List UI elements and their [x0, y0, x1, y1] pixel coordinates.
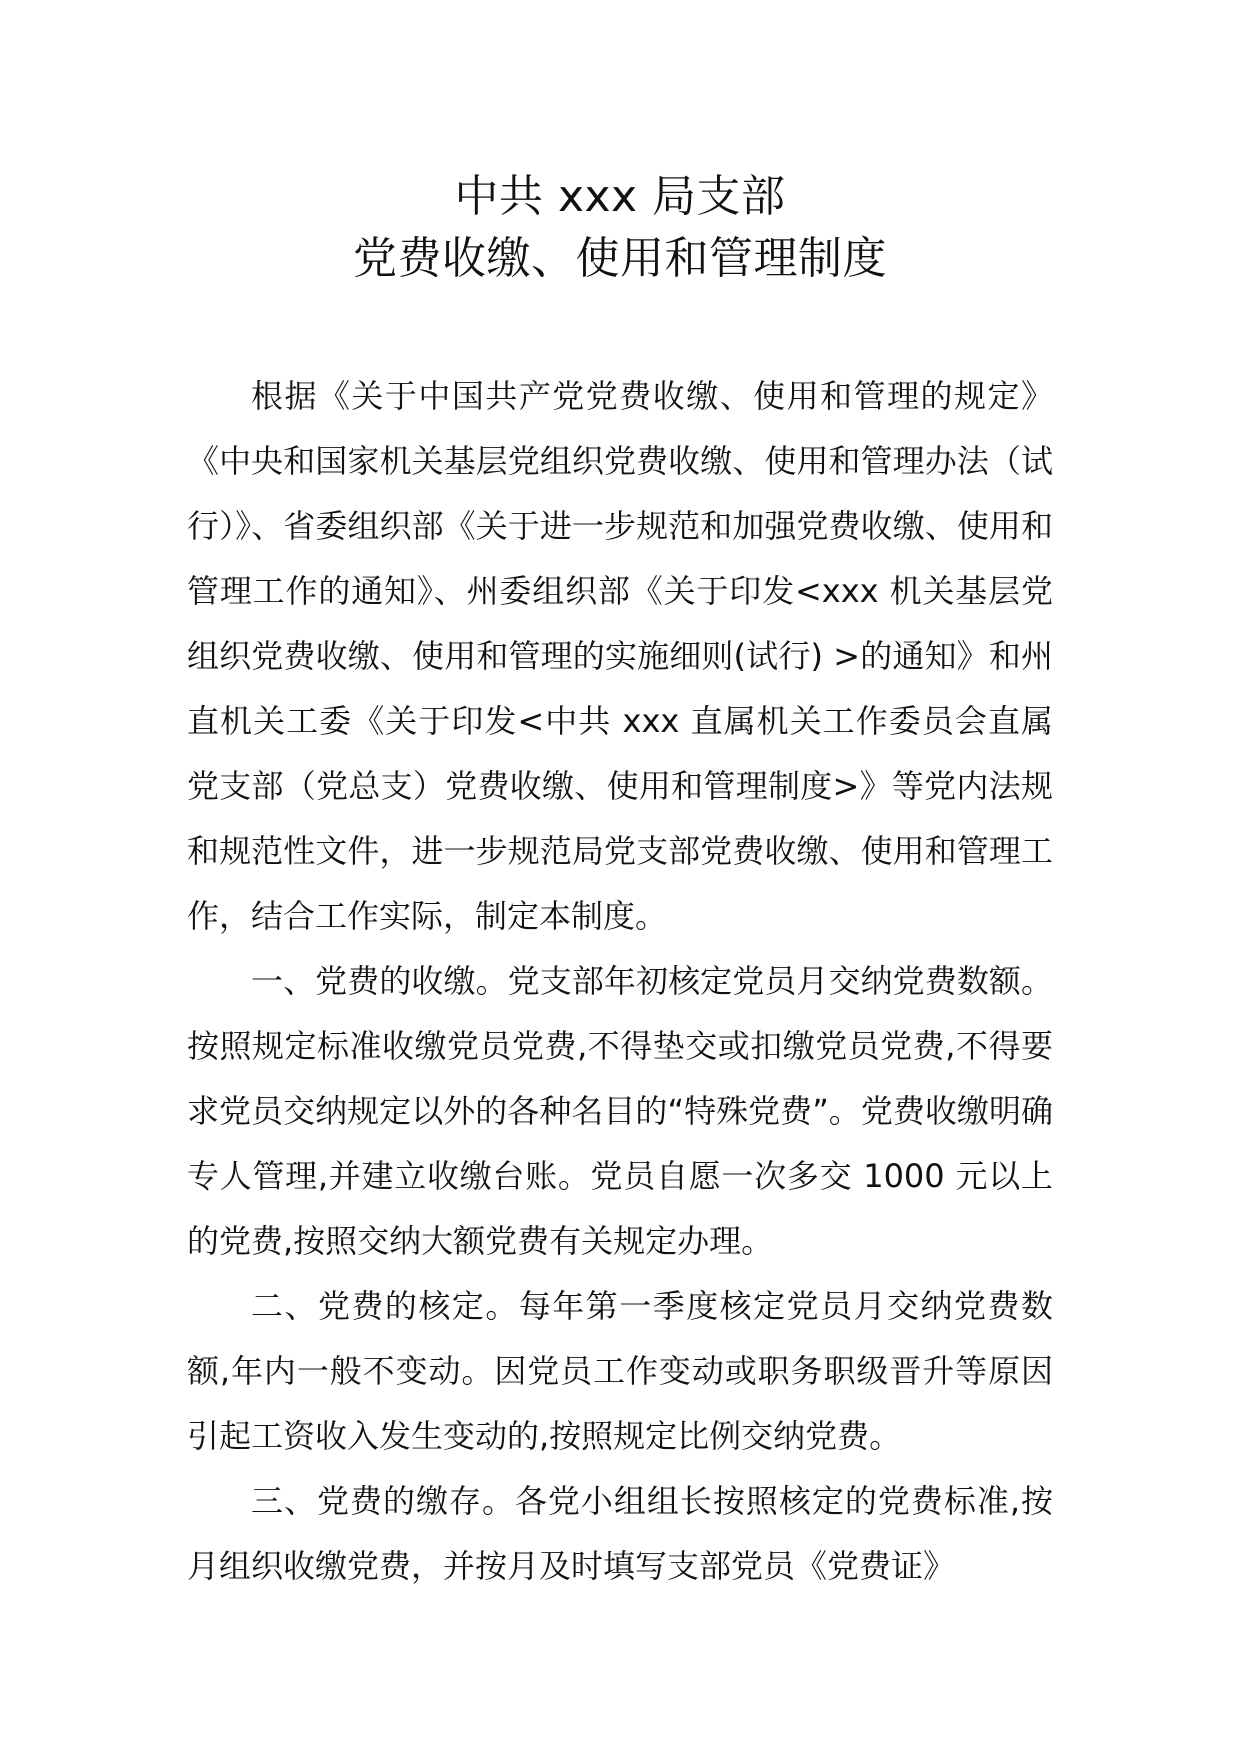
document-title [0, 166, 1240, 290]
paragraph-deposit: 三、党费的缴存。各党小组组长按照核定的党费标准,按月组织收缴党费，并按月及时填写支部党员《党费证》 [187, 1482, 1053, 1585]
title-line-organization: 中共 xxx 局支部 [454, 171, 786, 222]
paragraph-assessment: 二、党费的核定。每年第一季度核定党员月交纳党费数额,年内一般不变动。因党员工作变动或职务职级晋升等原因引起工资收入发生变动的,按照规定比例交纳党费。 [187, 1287, 1053, 1455]
paragraph-collection: 一、党费的收缴。党支部年初核定党员月交纳党费数额。按照规定标准收缴党员党费,不得垫交或扣缴党员党费,不得要求党员交纳规定以外的各种名目的“特殊党费”。党费收缴明确专人管理,并建立收缴台账。党员自愿一次多交 1000 元以上的党费,按照交纳大额党费有关规定办理。 [187, 962, 1053, 1260]
paragraph-preamble: 根据《关于中国共产党党费收缴、使用和管理的规定》《中央和国家机关基层党组织党费收缴、使用和管理办法（试行）》、省委组织部《关于进一步规范和加强党费收缴、使用和管理工作的通知》、州委组织部《关于印发<xxx 机关基层党组织党费收缴、使用和管理的实施细则(试行) >的通知》和州直机关工委《关于印发<中共 xxx 直属机关工作委员会直属党支部（党总支）党费收缴、使用和管理制度>》等党内法规和规范性文件，进一步规范局党支部党费收缴、使用和管理工作，结合工作实际，制定本制度。 [187, 377, 1053, 935]
title-line-regulation: 党费收缴、使用和管理制度 [353, 233, 887, 284]
document-body [187, 364, 1053, 1599]
